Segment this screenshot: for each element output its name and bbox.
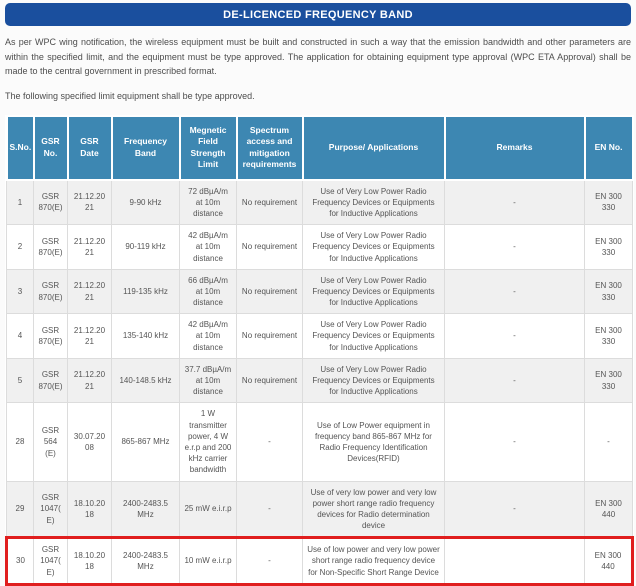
cell-sno: 1 — [7, 180, 34, 225]
cell-en_no: EN 300 330 — [585, 180, 633, 225]
table-row — [7, 225, 633, 270]
column-header-sno: S.No. — [7, 116, 34, 180]
column-header-purpose: Purpose/ Applications — [303, 116, 445, 180]
cell-spectrum: No requirement — [237, 225, 303, 270]
cell-en_no: EN 300 440 — [585, 538, 633, 585]
cell-band: 135-140 kHz — [112, 314, 180, 359]
cell-purpose: Use of Very Low Power Radio Frequency Devices or Equipments for Inductive Applications — [303, 225, 445, 270]
cell-band: 865-867 MHz — [112, 403, 180, 481]
cell-gsr_date: 21.12.2021 — [68, 358, 112, 403]
table-row — [7, 314, 633, 359]
cell-remarks: - — [445, 269, 585, 314]
cell-gsr_no: GSR 870(E) — [34, 225, 68, 270]
cell-sno: 2 — [7, 225, 34, 270]
cell-gsr_no: GSR 564 (E) — [34, 403, 68, 481]
cell-remarks: - — [445, 180, 585, 225]
table-header-row — [7, 116, 633, 180]
table-row-highlighted — [7, 538, 633, 585]
cell-limit: 72 dBµA/m at 10m distance — [180, 180, 237, 225]
cell-en_no: EN 300 330 — [585, 358, 633, 403]
table-row — [7, 180, 633, 225]
cell-limit: 10 mW e.i.r.p — [180, 538, 237, 585]
cell-spectrum: - — [237, 538, 303, 585]
cell-band: 2400-2483.5 MHz — [112, 538, 180, 585]
cell-limit: 37.7 dBµA/m at 10m distance — [180, 358, 237, 403]
cell-limit: 25 mW e.i.r.p — [180, 481, 237, 538]
cell-gsr_date: 21.12.2021 — [68, 225, 112, 270]
cell-sno: 4 — [7, 314, 34, 359]
cell-en_no: EN 300 440 — [585, 481, 633, 538]
page-title: DE-LICENCED FREQUENCY BAND — [223, 8, 413, 21]
cell-sno: 30 — [7, 538, 34, 585]
cell-purpose: Use of Low Power equipment in frequency band 865-867 MHz for Radio Frequency Identification Devices(RFID) — [303, 403, 445, 481]
cell-limit: 42 dBµA/m at 10m distance — [180, 314, 237, 359]
cell-sno: 5 — [7, 358, 34, 403]
section-title-bar — [5, 3, 631, 26]
cell-spectrum: No requirement — [237, 314, 303, 359]
cell-purpose: Use of Very Low Power Radio Frequency Devices or Equipments for Inductive Applications — [303, 180, 445, 225]
cell-purpose: Use of Very Low Power Radio Frequency Devices or Equipments for Inductive Applications — [303, 358, 445, 403]
cell-band: 140-148.5 kHz — [112, 358, 180, 403]
cell-purpose: Use of very low power and very low power short range radio frequency devices for Radio determination device — [303, 481, 445, 538]
column-header-en_no: EN No. — [585, 116, 633, 180]
cell-band: 119-135 kHz — [112, 269, 180, 314]
cell-purpose: Use of low power and very low power short range radio frequency device for Non-Specific Short Range Device — [303, 538, 445, 585]
cell-remarks — [445, 538, 585, 585]
cell-band: 90-119 kHz — [112, 225, 180, 270]
cell-remarks: - — [445, 403, 585, 481]
cell-en_no: EN 300 330 — [585, 225, 633, 270]
table-row — [7, 481, 633, 538]
cell-remarks: - — [445, 314, 585, 359]
cell-purpose: Use of Very Low Power Radio Frequency Devices or Equipments for Inductive Applications — [303, 269, 445, 314]
cell-gsr_no: GSR 870(E) — [34, 314, 68, 359]
cell-gsr_date: 30.07.2008 — [68, 403, 112, 481]
table-row — [7, 269, 633, 314]
column-header-gsr_no: GSR No. — [34, 116, 68, 180]
column-header-band: Frequency Band — [112, 116, 180, 180]
cell-sno: 29 — [7, 481, 34, 538]
cell-remarks: - — [445, 481, 585, 538]
cell-limit: 1 W transmitter power, 4 W e.r.p and 200 kHz carrier bandwidth — [180, 403, 237, 481]
subtitle-text: The following specified limit equipment shall be type approved. — [5, 90, 255, 101]
cell-remarks: - — [445, 225, 585, 270]
cell-gsr_date: 18.10.2018 — [68, 538, 112, 585]
cell-gsr_date: 21.12.2021 — [68, 269, 112, 314]
cell-gsr_no: GSR 870(E) — [34, 269, 68, 314]
column-header-remarks: Remarks — [445, 116, 585, 180]
table-body — [7, 180, 633, 585]
table-row — [7, 403, 633, 481]
frequency-band-table — [5, 115, 634, 586]
cell-sno: 28 — [7, 403, 34, 481]
cell-spectrum: No requirement — [237, 180, 303, 225]
cell-limit: 42 dBµA/m at 10m distance — [180, 225, 237, 270]
cell-gsr_no: GSR 870(E) — [34, 358, 68, 403]
cell-gsr_date: 21.12.2021 — [68, 180, 112, 225]
cell-remarks: - — [445, 358, 585, 403]
table-row — [7, 358, 633, 403]
cell-en_no: EN 300 330 — [585, 269, 633, 314]
cell-gsr_no: GSR 1047(E) — [34, 481, 68, 538]
cell-limit: 66 dBµA/m at 10m distance — [180, 269, 237, 314]
cell-gsr_date: 18.10.2018 — [68, 481, 112, 538]
cell-gsr_no: GSR 1047(E) — [34, 538, 68, 585]
cell-sno: 3 — [7, 269, 34, 314]
cell-spectrum: - — [237, 403, 303, 481]
cell-gsr_date: 21.12.2021 — [68, 314, 112, 359]
cell-band: 9-90 kHz — [112, 180, 180, 225]
cell-en_no: - — [585, 403, 633, 481]
column-header-gsr_date: GSR Date — [68, 116, 112, 180]
cell-spectrum: No requirement — [237, 269, 303, 314]
intro-paragraph: As per WPC wing notification, the wireless equipment must be built and constructed in such a way that the emission bandwidth and other parameters are within the specified limit, and the equipment must be type approved. The application for obtaining equipment type approval (WPC ETA Approval) shall be made to the central government in prescribed format. — [5, 37, 631, 77]
cell-en_no: EN 300 330 — [585, 314, 633, 359]
cell-band: 2400-2483.5 MHz — [112, 481, 180, 538]
cell-spectrum: No requirement — [237, 358, 303, 403]
cell-purpose: Use of Very Low Power Radio Frequency Devices or Equipments for Inductive Applications — [303, 314, 445, 359]
cell-gsr_no: GSR 870(E) — [34, 180, 68, 225]
column-header-spectrum: Spectrum access and mitigation requirements — [237, 116, 303, 180]
cell-spectrum: - — [237, 481, 303, 538]
column-header-limit: Megnetic Field Strength Limit — [180, 116, 237, 180]
